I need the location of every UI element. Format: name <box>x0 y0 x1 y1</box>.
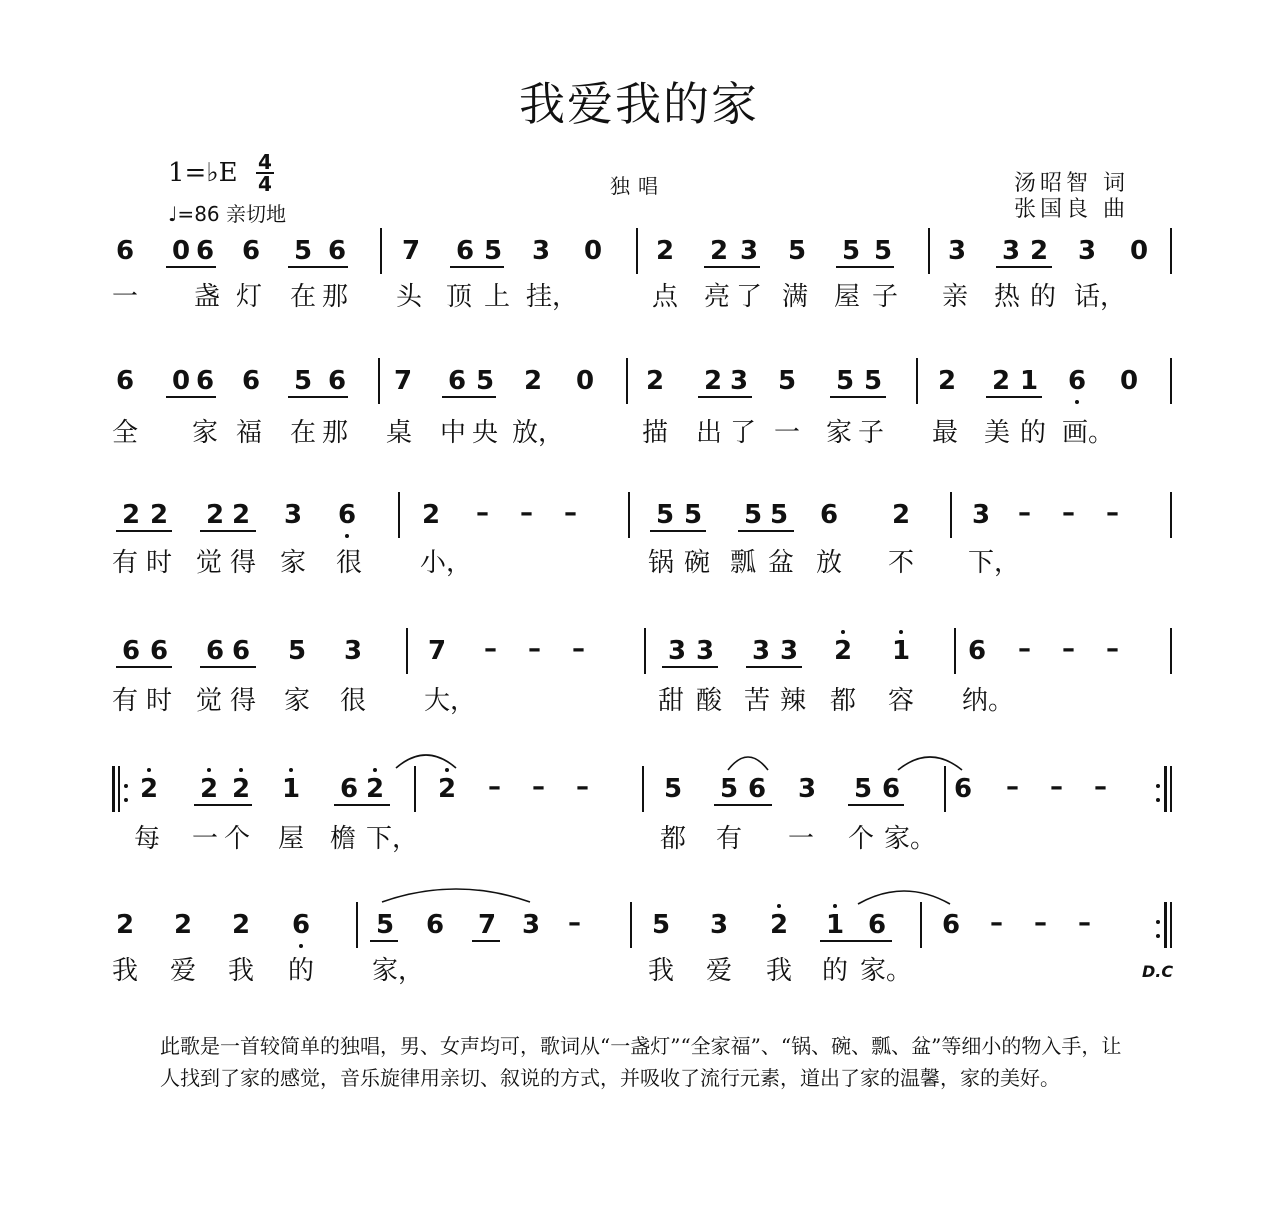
eighth-underline <box>450 266 504 268</box>
lyric-syllable: 得 <box>230 548 257 578</box>
lyric-syllable: 那 <box>322 282 349 312</box>
sustain-dash: – <box>1018 498 1031 528</box>
eighth-underline <box>442 396 496 398</box>
lyric-syllable: 放 <box>816 548 843 578</box>
dc-mark: D.C <box>1142 962 1174 981</box>
lyric-syllable: 盏 <box>194 282 221 312</box>
note: 2 <box>121 500 141 530</box>
lyric-syllable: 的 <box>288 956 315 986</box>
sustain-dash: – <box>1062 634 1075 664</box>
sustain-dash: – <box>568 908 581 938</box>
slur <box>858 886 950 906</box>
sustain-dash: – <box>528 634 541 664</box>
time-signature <box>256 152 274 194</box>
high-octave-dot <box>239 768 243 772</box>
key-signature: 1=♭E <box>168 158 238 188</box>
eighth-underline <box>848 804 904 806</box>
note: 2 <box>703 366 723 396</box>
note: 1 <box>1019 366 1039 396</box>
note: 3 <box>797 774 817 804</box>
note: 6 <box>819 500 839 530</box>
note: 2 <box>523 366 543 396</box>
eighth-underline <box>116 666 172 668</box>
note: 6 <box>953 774 973 804</box>
sustain-dash: – <box>1078 908 1091 938</box>
lyric-syllable: 一 <box>788 824 815 854</box>
note: 6 <box>291 910 311 940</box>
eighth-underline <box>714 804 772 806</box>
note: 6 <box>941 910 961 940</box>
lyric-syllable: 一 <box>192 824 219 854</box>
note: 5 <box>655 500 675 530</box>
description: 此歌是一首较简单的独唱，男、女声均可，歌词从“一盏灯”“全家福”、“锅、碗、瓢、盆”等细小的物入手，让人找到了家的感觉，音乐旋律用亲切、叙说的方式，并吸收了流行元素，道出了家的温馨，家的美好。 <box>160 1034 1122 1090</box>
slur <box>728 752 768 772</box>
lyric-syllable: 个 <box>848 824 875 854</box>
high-octave-dot <box>899 630 903 634</box>
sustain-dash: – <box>1062 498 1075 528</box>
bar-line-thick <box>1164 902 1167 948</box>
lyric-syllable: 都 <box>660 824 687 854</box>
bar-line <box>1170 766 1172 812</box>
note: 2 <box>115 910 135 940</box>
note: 2 <box>991 366 1011 396</box>
eighth-underline <box>166 396 216 398</box>
high-octave-dot <box>833 904 837 908</box>
bar-line <box>406 628 408 674</box>
note: 2 <box>231 910 251 940</box>
sustain-dash: – <box>1050 772 1063 802</box>
note: 3 <box>521 910 541 940</box>
note: 3 <box>695 636 715 666</box>
note: 2 <box>205 500 225 530</box>
note: 6 <box>747 774 767 804</box>
lyric-syllable: 家 <box>280 548 307 578</box>
sustain-dash: – <box>1106 634 1119 664</box>
repeat-dot <box>124 784 128 788</box>
lyric-syllable: 不 <box>888 548 915 578</box>
lyric-syllable: 一 <box>774 418 801 448</box>
note: 2 <box>655 236 675 266</box>
lyric-syllable: 子 <box>872 282 899 312</box>
note: 3 <box>1077 236 1097 266</box>
note: 7 <box>477 910 497 940</box>
lyric-syllable: 爱 <box>170 956 197 986</box>
eighth-underline <box>288 266 348 268</box>
lyric-syllable: 中 <box>440 418 467 448</box>
lyric-syllable: 家， <box>372 956 425 986</box>
lyric-syllable: 一 <box>112 282 139 312</box>
note: 6 <box>121 636 141 666</box>
low-octave-dot <box>1075 400 1079 404</box>
note: 1 <box>281 774 301 804</box>
note: 5 <box>841 236 861 266</box>
eighth-underline <box>662 666 718 668</box>
lyricist-credit: 汤昭智 词 <box>1014 171 1129 196</box>
lyric-syllable: 在 <box>290 418 317 448</box>
lyric-syllable: 满 <box>782 282 809 312</box>
note: 5 <box>293 236 313 266</box>
bar-line <box>414 766 416 812</box>
bar-line <box>378 358 380 404</box>
repeat-dot <box>1156 920 1160 924</box>
note: 3 <box>729 366 749 396</box>
lyric-syllable: 每 <box>134 824 161 854</box>
note: 5 <box>375 910 395 940</box>
high-octave-dot <box>147 768 151 772</box>
lyric-syllable: 画。 <box>1062 418 1115 448</box>
note: 5 <box>769 500 789 530</box>
bar-line <box>950 492 952 538</box>
lyric-syllable: 时 <box>146 548 173 578</box>
note: 5 <box>293 366 313 396</box>
note: 6 <box>447 366 467 396</box>
lyric-syllable: 屋 <box>834 282 861 312</box>
note: 5 <box>873 236 893 266</box>
note: 6 <box>327 236 347 266</box>
sustain-dash: – <box>532 772 545 802</box>
lyric-syllable: 在 <box>290 282 317 312</box>
note: 0 <box>575 366 595 396</box>
bar-line <box>928 228 930 274</box>
lyric-syllable: 点 <box>652 282 679 312</box>
sustain-dash: – <box>1034 908 1047 938</box>
note: 3 <box>739 236 759 266</box>
note: 6 <box>205 636 225 666</box>
slur <box>382 884 530 904</box>
note: 2 <box>139 774 159 804</box>
slur <box>396 750 456 770</box>
bar-line <box>1170 628 1172 674</box>
composer-credit: 张国良 曲 <box>1014 197 1129 222</box>
note: 6 <box>149 636 169 666</box>
lyric-syllable: 描 <box>642 418 669 448</box>
eighth-underline <box>738 530 794 532</box>
note: 6 <box>231 636 251 666</box>
bar-line <box>920 902 922 948</box>
tempo-marking: ♩=86 亲切地 <box>168 202 286 226</box>
note: 3 <box>531 236 551 266</box>
note: 1 <box>825 910 845 940</box>
repeat-dot <box>1156 798 1160 802</box>
lyric-syllable: 辣 <box>780 686 807 716</box>
bar-line <box>626 358 628 404</box>
lyric-syllable: 我 <box>766 956 793 986</box>
lyric-syllable: 檐 <box>330 824 357 854</box>
eighth-underline <box>836 266 894 268</box>
high-octave-dot <box>841 630 845 634</box>
lyric-syllable: 有 <box>112 686 139 716</box>
note: 2 <box>199 774 219 804</box>
note: 5 <box>853 774 873 804</box>
lyric-syllable: 小， <box>420 548 473 578</box>
sustain-dash: – <box>476 498 489 528</box>
note: 6 <box>337 500 357 530</box>
bar-line <box>1170 492 1172 538</box>
eighth-underline <box>200 666 256 668</box>
sustain-dash: – <box>520 498 533 528</box>
sustain-dash: – <box>576 772 589 802</box>
bar-line <box>1170 358 1172 404</box>
lyric-syllable: 我 <box>648 956 675 986</box>
note: 3 <box>709 910 729 940</box>
lyric-syllable: 的 <box>1030 282 1057 312</box>
lyric-syllable: 屋 <box>278 824 305 854</box>
note: 0 <box>171 366 191 396</box>
sustain-dash: – <box>1018 634 1031 664</box>
low-octave-dot <box>345 534 349 538</box>
note: 6 <box>967 636 987 666</box>
note: 3 <box>971 500 991 530</box>
lyric-syllable: 觉 <box>196 548 223 578</box>
bar-line <box>642 766 644 812</box>
note: 6 <box>115 366 135 396</box>
lyric-syllable: 亲 <box>942 282 969 312</box>
high-octave-dot <box>777 904 781 908</box>
note: 0 <box>583 236 603 266</box>
note: 6 <box>195 236 215 266</box>
lyric-syllable: 那 <box>322 418 349 448</box>
note: 2 <box>365 774 385 804</box>
lyric-syllable: 时 <box>146 686 173 716</box>
bar-line <box>636 228 638 274</box>
eighth-underline <box>986 396 1042 398</box>
note: 7 <box>401 236 421 266</box>
sustain-dash: – <box>990 908 1003 938</box>
eighth-underline <box>472 940 500 942</box>
lyric-syllable: 福 <box>236 418 263 448</box>
lyric-syllable: 央 <box>472 418 499 448</box>
note: 2 <box>231 774 251 804</box>
lyric-syllable: 盆 <box>768 548 795 578</box>
note: 2 <box>937 366 957 396</box>
note: 6 <box>425 910 445 940</box>
lyric-syllable: 都 <box>830 686 857 716</box>
lyric-syllable: 碗 <box>684 548 711 578</box>
note: 1 <box>891 636 911 666</box>
bar-line-thick <box>1164 766 1167 812</box>
eighth-underline <box>370 940 398 942</box>
note: 5 <box>787 236 807 266</box>
note: 7 <box>427 636 447 666</box>
note: 3 <box>1001 236 1021 266</box>
note: 0 <box>171 236 191 266</box>
lyric-syllable: 觉 <box>196 686 223 716</box>
note: 6 <box>339 774 359 804</box>
lyric-syllable: 有 <box>112 548 139 578</box>
lyric-syllable: 大， <box>424 686 477 716</box>
lyric-syllable: 了 <box>730 418 757 448</box>
note: 5 <box>475 366 495 396</box>
high-octave-dot <box>373 768 377 772</box>
lyric-syllable: 家 <box>284 686 311 716</box>
note: 2 <box>231 500 251 530</box>
bar-line <box>944 766 946 812</box>
high-octave-dot <box>207 768 211 772</box>
note: 6 <box>867 910 887 940</box>
lyric-syllable: 个 <box>224 824 251 854</box>
note: 2 <box>891 500 911 530</box>
note: 2 <box>709 236 729 266</box>
lyric-syllable: 的 <box>822 956 849 986</box>
note: 6 <box>1067 366 1087 396</box>
note: 5 <box>777 366 797 396</box>
note: 3 <box>779 636 799 666</box>
lyric-syllable: 亮 <box>704 282 731 312</box>
note: 5 <box>663 774 683 804</box>
page-title: 我爱我的家 <box>519 77 759 131</box>
note: 2 <box>645 366 665 396</box>
sustain-dash: – <box>1106 498 1119 528</box>
lyric-syllable: 容 <box>888 686 915 716</box>
bar-line <box>398 492 400 538</box>
note: 5 <box>483 236 503 266</box>
note: 2 <box>437 774 457 804</box>
lyric-syllable: 苦 <box>744 686 771 716</box>
bar-line <box>356 902 358 948</box>
lyric-syllable: 顶 <box>446 282 473 312</box>
bar-line <box>644 628 646 674</box>
lyric-syllable: 家 <box>192 418 219 448</box>
lyric-syllable: 得 <box>230 686 257 716</box>
sustain-dash: – <box>484 634 497 664</box>
note: 2 <box>1029 236 1049 266</box>
lyric-syllable: 爱 <box>706 956 733 986</box>
sustain-dash: – <box>488 772 501 802</box>
note: 2 <box>149 500 169 530</box>
lyric-syllable: 子 <box>858 418 885 448</box>
lyric-syllable: 家。 <box>860 956 913 986</box>
eighth-underline <box>820 940 892 942</box>
note: 3 <box>751 636 771 666</box>
lyric-syllable: 下， <box>968 548 1021 578</box>
eighth-underline <box>698 396 752 398</box>
lyric-syllable: 挂， <box>526 282 579 312</box>
lyric-syllable: 全 <box>112 418 139 448</box>
note: 6 <box>115 236 135 266</box>
lyric-syllable: 锅 <box>648 548 675 578</box>
lyric-syllable: 我 <box>228 956 255 986</box>
sustain-dash: – <box>1006 772 1019 802</box>
sustain-dash: – <box>564 498 577 528</box>
lyric-syllable: 上 <box>484 282 511 312</box>
bar-line <box>1170 902 1172 948</box>
repeat-dot <box>1156 784 1160 788</box>
bar-line <box>1170 228 1172 274</box>
note: 6 <box>327 366 347 396</box>
note: 3 <box>947 236 967 266</box>
lyric-syllable: 的 <box>1020 418 1047 448</box>
performance-type: 独唱 <box>610 174 666 198</box>
note: 5 <box>651 910 671 940</box>
time-sig-bottom: 4 <box>258 172 272 196</box>
lyric-syllable: 美 <box>984 418 1011 448</box>
lyric-syllable: 桌 <box>386 418 413 448</box>
note: 0 <box>1129 236 1149 266</box>
note: 7 <box>393 366 413 396</box>
lyric-syllable: 了 <box>736 282 763 312</box>
repeat-start-thick <box>112 766 115 812</box>
lyric-syllable: 酸 <box>696 686 723 716</box>
bar-line <box>954 628 956 674</box>
lyric-syllable: 话， <box>1074 282 1127 312</box>
eighth-underline <box>704 266 760 268</box>
eighth-underline <box>830 396 886 398</box>
note: 5 <box>287 636 307 666</box>
note: 5 <box>835 366 855 396</box>
note: 6 <box>241 236 261 266</box>
eighth-underline <box>996 266 1052 268</box>
high-octave-dot <box>289 768 293 772</box>
lyric-syllable: 头 <box>396 282 423 312</box>
lyric-syllable: 家。 <box>884 824 937 854</box>
lyric-syllable: 家 <box>826 418 853 448</box>
note: 2 <box>769 910 789 940</box>
eighth-underline <box>288 396 348 398</box>
lyric-syllable: 很 <box>336 548 363 578</box>
note: 5 <box>743 500 763 530</box>
lyric-syllable: 出 <box>696 418 723 448</box>
lyric-syllable: 热 <box>994 282 1021 312</box>
lyric-syllable: 下， <box>366 824 419 854</box>
note: 3 <box>283 500 303 530</box>
note: 6 <box>881 774 901 804</box>
repeat-start-thin <box>118 766 120 812</box>
note: 5 <box>863 366 883 396</box>
eighth-underline <box>334 804 390 806</box>
bar-line <box>380 228 382 274</box>
note: 3 <box>667 636 687 666</box>
sustain-dash: – <box>1094 772 1107 802</box>
note: 2 <box>173 910 193 940</box>
note: 6 <box>455 236 475 266</box>
note: 6 <box>195 366 215 396</box>
lyric-syllable: 有 <box>716 824 743 854</box>
eighth-underline <box>166 266 216 268</box>
time-sig-top: 4 <box>256 152 274 174</box>
note: 2 <box>833 636 853 666</box>
low-octave-dot <box>299 944 303 948</box>
note: 5 <box>683 500 703 530</box>
lyric-syllable: 灯 <box>236 282 263 312</box>
lyric-syllable: 甜 <box>658 686 685 716</box>
lyric-syllable: 最 <box>932 418 959 448</box>
repeat-dot <box>124 798 128 802</box>
note: 5 <box>719 774 739 804</box>
eighth-underline <box>746 666 802 668</box>
lyric-syllable: 我 <box>112 956 139 986</box>
note: 6 <box>241 366 261 396</box>
note: 2 <box>421 500 441 530</box>
eighth-underline <box>194 804 252 806</box>
eighth-underline <box>200 530 256 532</box>
note: 0 <box>1119 366 1139 396</box>
eighth-underline <box>116 530 172 532</box>
lyric-syllable: 瓢 <box>730 548 757 578</box>
lyric-syllable: 很 <box>340 686 367 716</box>
repeat-dot <box>1156 934 1160 938</box>
lyric-syllable: 放， <box>512 418 565 448</box>
slur <box>898 752 962 772</box>
bar-line <box>628 492 630 538</box>
eighth-underline <box>650 530 706 532</box>
bar-line <box>916 358 918 404</box>
bar-line <box>630 902 632 948</box>
sustain-dash: – <box>572 634 585 664</box>
lyric-syllable: 纳。 <box>962 686 1015 716</box>
note: 3 <box>343 636 363 666</box>
